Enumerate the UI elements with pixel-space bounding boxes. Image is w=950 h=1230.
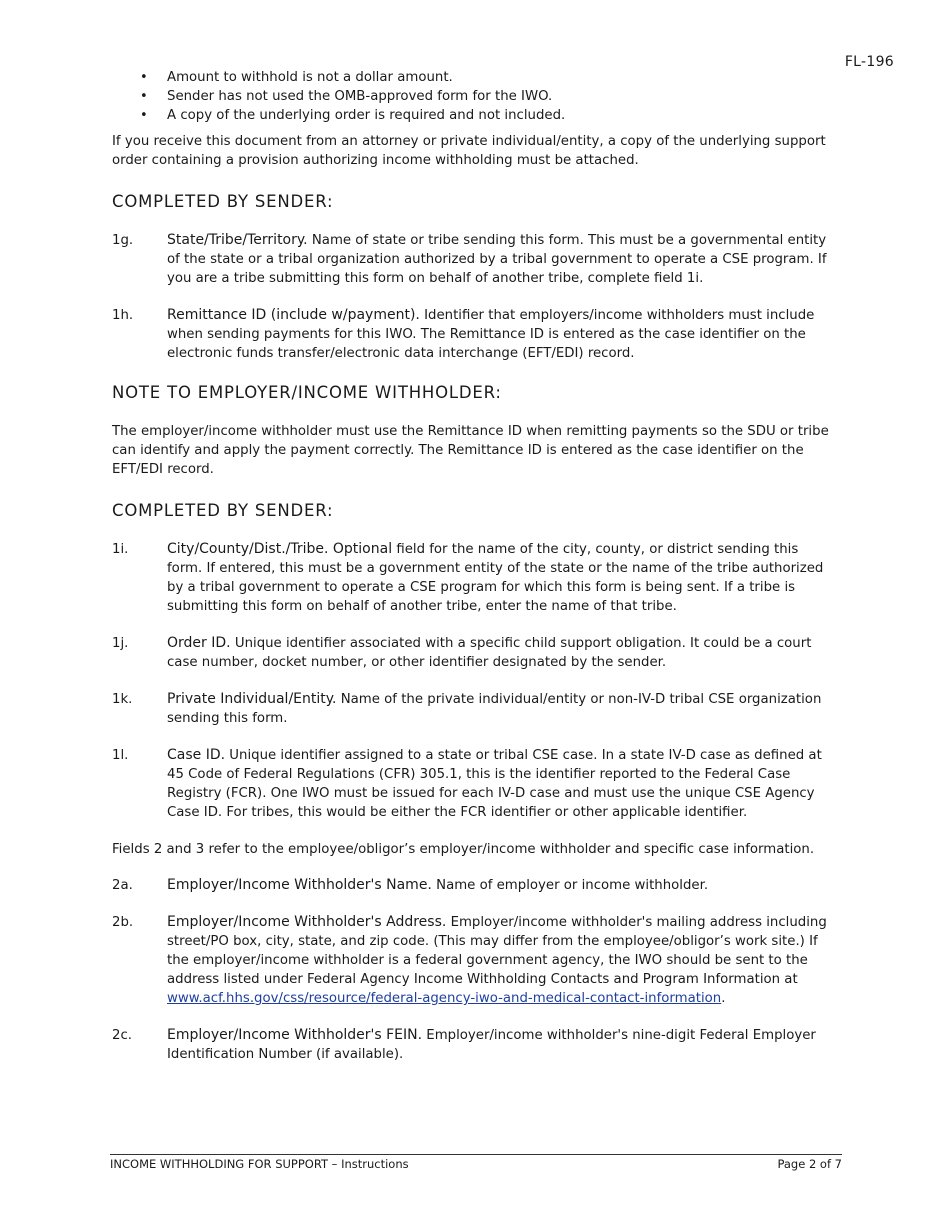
intro-paragraph: If you receive this document from an attorney or private individual/entity, a copy of the underlying support order containing a provision authorizing income withholding must be attached. bbox=[112, 134, 826, 168]
field-term: Order ID. bbox=[167, 635, 231, 651]
field-term: City/County/Dist./Tribe. Optional bbox=[167, 541, 393, 557]
field-number: 1g. bbox=[112, 233, 134, 248]
federal-agency-contacts-link[interactable]: www.acf.hhs.gov/css/resource/federal-agency-iwo-and-medical-contact-information bbox=[167, 991, 722, 1006]
field-number: 1j. bbox=[112, 636, 129, 651]
section-heading-completed-by-sender-2: COMPLETED BY SENDER: bbox=[112, 501, 334, 520]
field-item-1i bbox=[112, 540, 836, 616]
field-item-1l bbox=[112, 746, 836, 822]
field-description: Employer/income withholder's mailing address including street/PO box, city, state, and zip code. (This may differ from the employee/obligor’s work site.) If the employer/income withholder is a federal government agency, the IWO should be sent to the address listed under Federal Agency Income Withholding Contacts and Program Information at bbox=[167, 915, 827, 987]
field-item-2c bbox=[112, 1026, 836, 1064]
field-description: Identifier that employers/income withholders must include when sending payments for this IWO. The Remittance ID is entered as the case identifier on the electronic funds transfer/electronic data interchange (EFT/EDI) record. bbox=[167, 308, 815, 361]
page-footer bbox=[110, 1154, 842, 1171]
field-description: Name of state or tribe sending this form. This must be a governmental entity of the state or a tribal organization authorized by a tribal government to operate a CSE program. If you are a tribe submitting this form on behalf of another tribe, complete field 1i. bbox=[167, 233, 827, 286]
field-description: Unique identifier associated with a specific child support obligation. It could be a court case number, docket number, or other identifier designated by the sender. bbox=[167, 636, 812, 670]
field-term: Case ID. bbox=[167, 747, 226, 763]
field-description: Name of the private individual/entity or non-IV-D tribal CSE organization sending this form. bbox=[167, 692, 822, 726]
field-number: 1l. bbox=[112, 748, 129, 763]
field-item-1j bbox=[112, 634, 836, 672]
field-number: 2a. bbox=[112, 878, 133, 893]
bullet-icon: • bbox=[140, 70, 148, 85]
field-number: 1i. bbox=[112, 542, 129, 557]
field-item-2b: 2b. Employer/Income Withholder's Address. Employer/income withholder's mailing address including street/PO box, city, state, and zip code. (This may differ from the employee/obligor’s work site.) If the employer/income withholder is a federal government agency, the IWO should be sent to the address listed under Federal Agency Income Withholding Contacts and Program Information at www.acf.hhs.gov/css/resource/federal-agency-iwo-and-medical-contact-information. bbox=[112, 914, 827, 1006]
page-number: Page 2 of 7 bbox=[777, 1157, 842, 1171]
form-number: FL-196 bbox=[844, 54, 894, 70]
field-description: field for the name of the city, county, or district sending this form. If entered, this must be a government entity of the state or the name of the tribe authorized by a tribal government to operate a CSE program for which this form is being sent. If a tribe is submitting this form on behalf of another tribe, enter the name of that tribe. bbox=[167, 542, 824, 614]
note-paragraph: The employer/income withholder must use the Remittance ID when remitting payments so the SDU or tribe can identify and apply the payment correctly. The Remittance ID is entered as the case identifier on the EFT/EDI record. bbox=[112, 424, 829, 477]
field-term: Employer/Income Withholder's Name. bbox=[167, 877, 432, 893]
field-description: Unique identifier assigned to a state or tribal CSE case. In a state IV-D case as defined at 45 Code of Federal Regulations (CFR) 305.1, this is the identifier reported to the Federal Case Registry (FCR). One IWO must be issued for each IV-D case and must use the unique CSE Agency Case ID. For tribes, this would be either the FCR identifier or other applicable identifier. bbox=[167, 748, 822, 820]
field-item-1h bbox=[112, 306, 836, 363]
field-item-2a bbox=[112, 876, 836, 895]
field-term: Employer/Income Withholder's FEIN. bbox=[167, 1027, 423, 1043]
list-item: • Amount to withhold is not a dollar amount. bbox=[140, 70, 453, 85]
field-number: 1h. bbox=[112, 308, 134, 323]
field-number: 2b. bbox=[112, 915, 134, 930]
field-term: Private Individual/Entity. bbox=[167, 691, 337, 707]
field-item-1k bbox=[112, 690, 836, 728]
field-term: State/Tribe/Territory. bbox=[167, 232, 308, 248]
field-number: 2c. bbox=[112, 1028, 132, 1043]
field-number: 1k. bbox=[112, 692, 133, 707]
field-term: Remittance ID (include w/payment). bbox=[167, 307, 420, 323]
section-heading-completed-by-sender: COMPLETED BY SENDER: bbox=[112, 192, 334, 211]
field-item-1g bbox=[112, 231, 836, 288]
page-content bbox=[112, 68, 836, 1082]
field-term: Employer/Income Withholder's Address. bbox=[167, 914, 447, 930]
footer-title: INCOME WITHHOLDING FOR SUPPORT – Instructions bbox=[110, 1157, 409, 1171]
bullet-icon: • bbox=[140, 89, 148, 104]
bullet-icon: • bbox=[140, 108, 148, 123]
field-description: Employer/income withholder's nine-digit Federal Employer Identification Number (if available). bbox=[167, 1028, 816, 1062]
field-description: Name of employer or income withholder. bbox=[431, 878, 709, 893]
section-heading-note-to-employer: NOTE TO EMPLOYER/INCOME WITHHOLDER: bbox=[112, 383, 502, 402]
fields-paragraph: Fields 2 and 3 refer to the employee/obligor’s employer/income withholder and specific case information. bbox=[112, 842, 815, 857]
list-item: • Sender has not used the OMB-approved form for the IWO. bbox=[140, 89, 553, 104]
bullet-list bbox=[112, 68, 836, 125]
list-item: • A copy of the underlying order is required and not included. bbox=[140, 108, 566, 123]
